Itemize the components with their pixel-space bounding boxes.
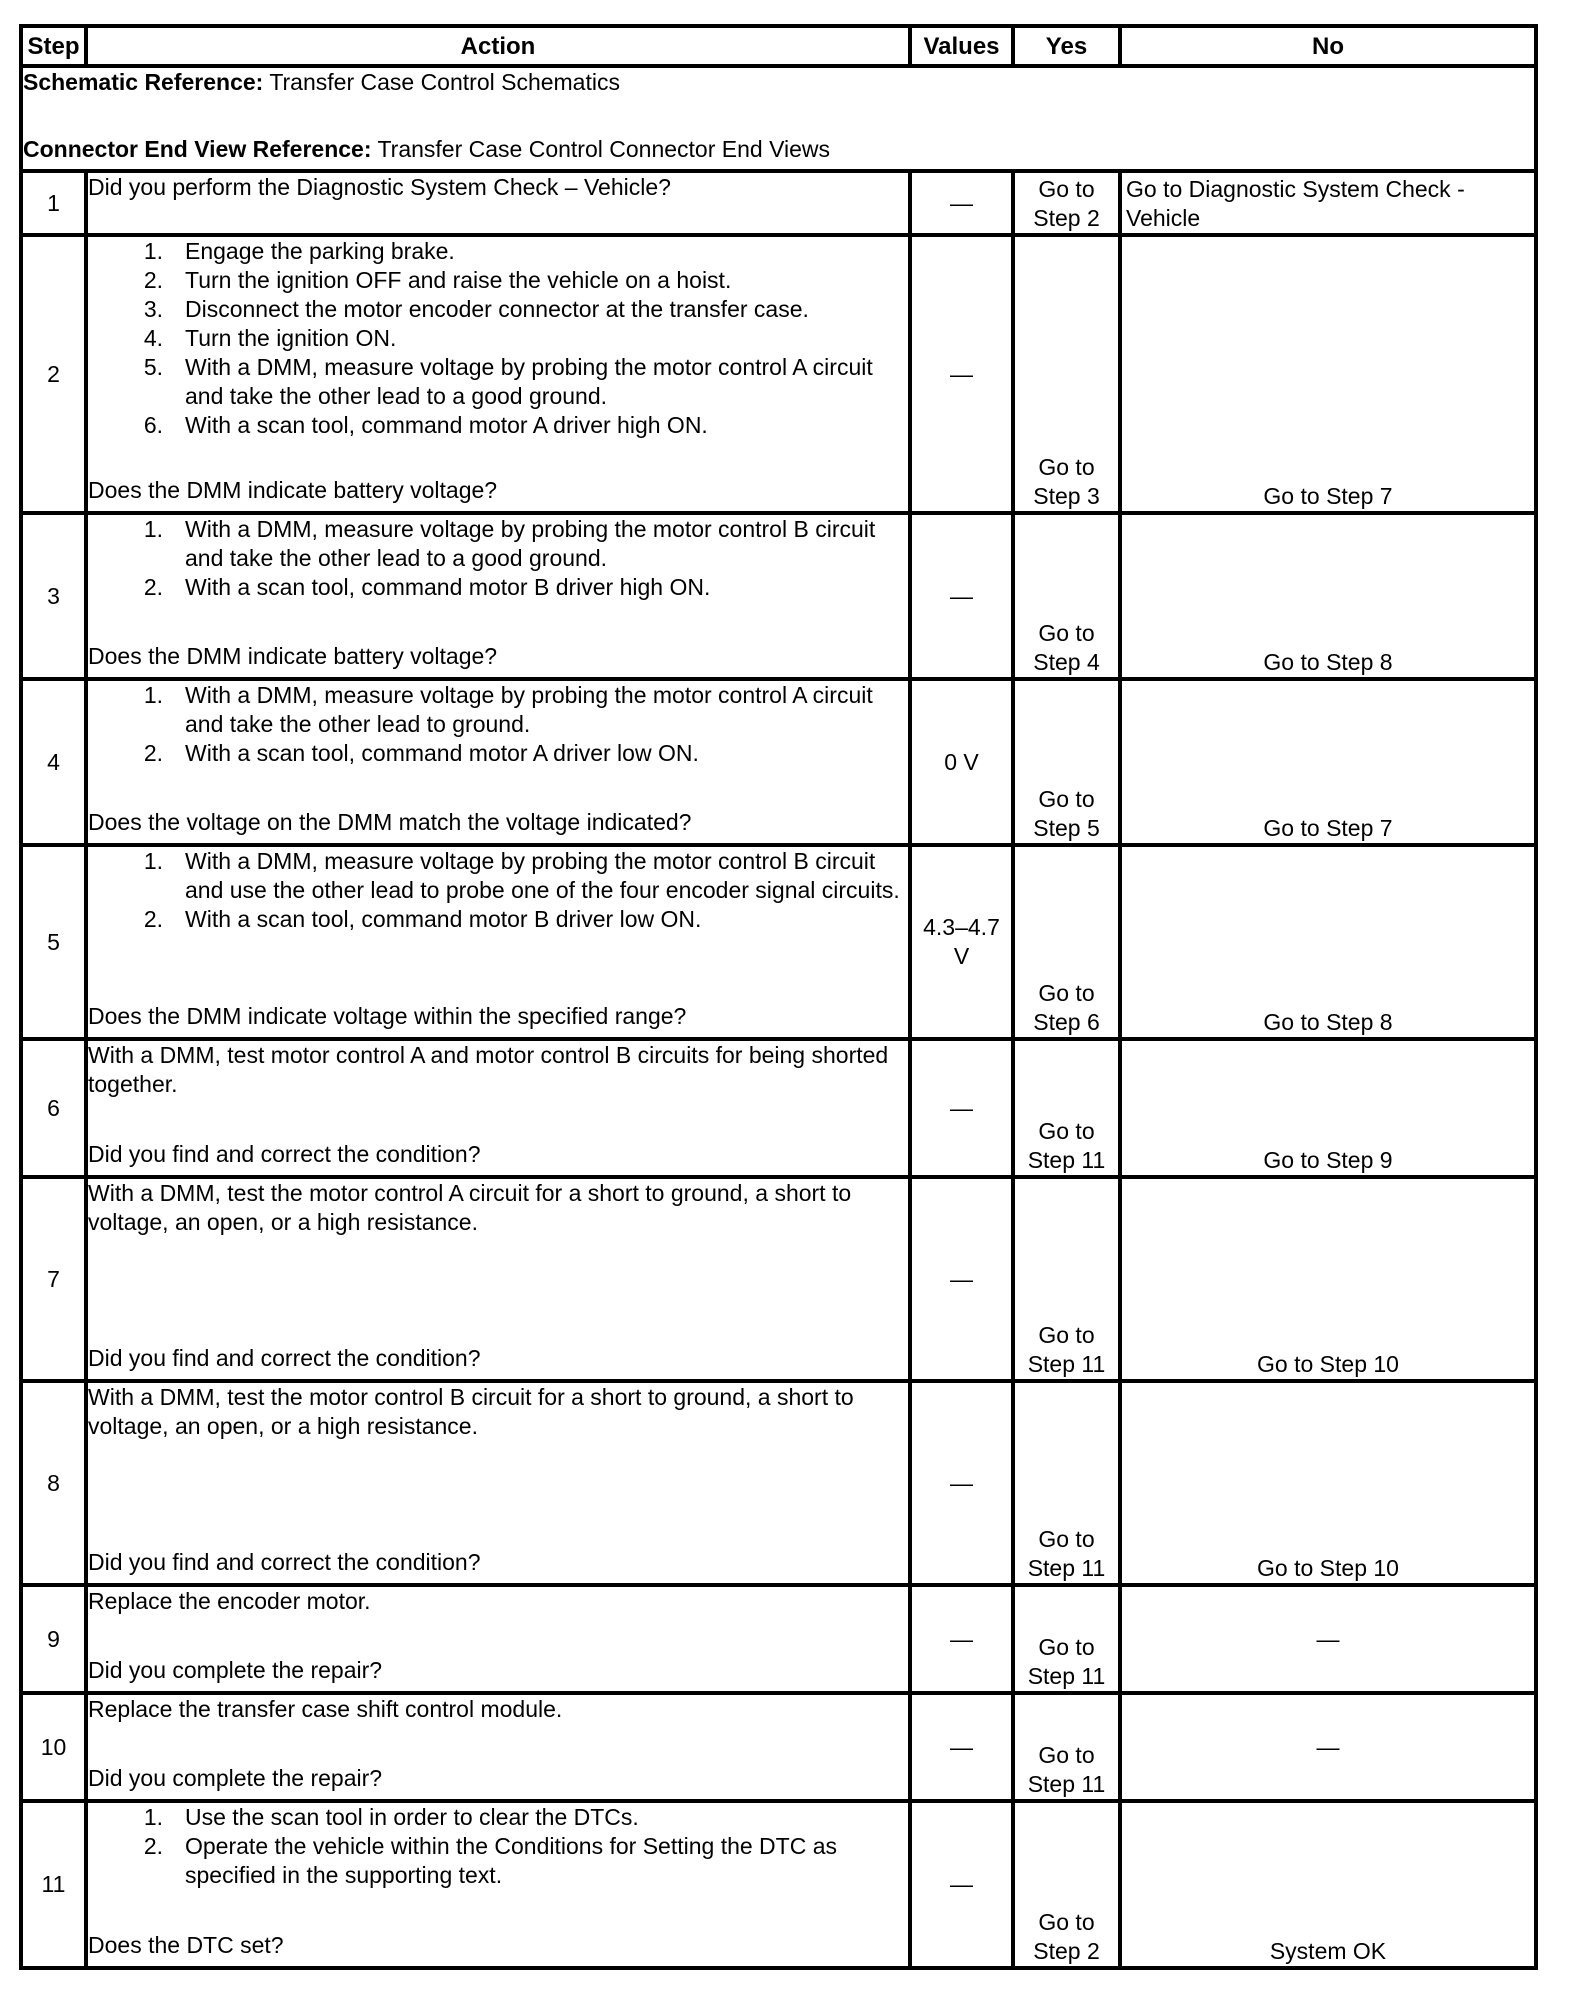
header-no: No (1120, 26, 1536, 66)
action-content (88, 237, 908, 505)
yes-link-text: Go to (1038, 1634, 1095, 1660)
action-content (88, 1695, 908, 1793)
schematic-reference-link[interactable]: Transfer Case Control Schematics (263, 69, 620, 95)
action-instructions (88, 1179, 908, 1237)
instruction-list (88, 847, 908, 934)
action-paragraph: With a DMM, test motor control A and motor control B circuits for being shorted together. (88, 1042, 889, 1097)
step-number: 11 (21, 1801, 86, 1968)
instruction-text: With a DMM, measure voltage by probing the motor control B circuit and take the other lead to a good ground. (185, 516, 876, 571)
instruction-number: 1. (143, 516, 163, 542)
action-instructions (88, 1041, 908, 1099)
instruction-item (88, 353, 908, 411)
action-question: Did you complete the repair? (88, 1657, 383, 1683)
instruction-item (88, 515, 908, 573)
value-cell: — (910, 1585, 1013, 1693)
action-paragraph: Did you perform the Diagnostic System Check – Vehicle? (88, 174, 671, 200)
reference-row (21, 66, 1536, 171)
value-cell: 0 V (910, 679, 1013, 845)
header-yes: Yes (1013, 26, 1120, 66)
action-content (88, 1803, 908, 1960)
action-content (88, 1179, 908, 1373)
no-cell[interactable]: Go to Step 10 (1120, 1177, 1536, 1381)
yes-cell[interactable] (1013, 679, 1120, 845)
yes-link-text: Go to (1038, 786, 1095, 812)
instruction-number: 1. (143, 682, 163, 708)
instruction-item (88, 411, 908, 440)
step-number: 10 (21, 1693, 86, 1801)
action-question: Did you find and correct the condition? (88, 1345, 481, 1371)
action-paragraph: Replace the transfer case shift control module. (88, 1696, 563, 1722)
action-question: Does the DMM indicate voltage within the specified range? (88, 1003, 687, 1029)
instruction-number: 2. (143, 574, 163, 600)
action-cell (86, 1801, 910, 1968)
instruction-text: With a DMM, measure voltage by probing the motor control A circuit and take the other lead to a good ground. (185, 354, 873, 409)
step-row (21, 1039, 1536, 1177)
yes-link-text: Go to (1038, 1742, 1095, 1768)
value-cell: — (910, 171, 1013, 235)
action-paragraph: With a DMM, test the motor control B circuit for a short to ground, a short to voltage, an open, or a high resistance. (88, 1384, 854, 1439)
value-cell: — (910, 513, 1013, 679)
instruction-list (88, 681, 908, 768)
action-paragraph: Replace the encoder motor. (88, 1588, 371, 1614)
instruction-item (88, 1832, 908, 1890)
step-row (21, 1801, 1536, 1968)
schematic-reference-label: Schematic Reference: (23, 69, 264, 95)
instruction-number: 2. (143, 267, 163, 293)
yes-link-text: Go to (1038, 620, 1095, 646)
step-number: 9 (21, 1585, 86, 1693)
action-cell (86, 845, 910, 1039)
no-cell: — (1120, 1693, 1536, 1801)
action-instructions (88, 1803, 908, 1890)
instruction-text: With a scan tool, command motor B driver high ON. (185, 574, 711, 600)
step-row (21, 1693, 1536, 1801)
yes-link-text: Step 6 (1033, 1009, 1100, 1035)
yes-link-text: Go to (1038, 1526, 1095, 1552)
action-instructions (88, 173, 908, 202)
instruction-item (88, 573, 908, 602)
action-content (88, 1041, 908, 1169)
no-cell[interactable]: Go to Step 8 (1120, 513, 1536, 679)
yes-link-text: Go to (1038, 980, 1095, 1006)
yes-cell[interactable] (1013, 1801, 1120, 1968)
connector-reference-label: Connector End View Reference: (23, 136, 372, 162)
yes-cell[interactable] (1013, 171, 1120, 235)
instruction-item (88, 1803, 908, 1832)
value-cell: — (910, 235, 1013, 513)
action-content (88, 1587, 908, 1685)
yes-link-text: Step 4 (1033, 649, 1100, 675)
step-number: 1 (21, 171, 86, 235)
no-cell: — (1120, 1585, 1536, 1693)
instruction-text: Use the scan tool in order to clear the DTCs. (185, 1804, 639, 1830)
instruction-list (88, 237, 908, 440)
yes-link-text: Step 3 (1033, 483, 1100, 509)
yes-link-text: Step 5 (1033, 815, 1100, 841)
yes-link-text: Go to (1038, 176, 1095, 202)
action-content (88, 515, 908, 671)
step-number: 7 (21, 1177, 86, 1381)
diagnostic-table (19, 24, 1538, 1970)
yes-cell[interactable] (1013, 1585, 1120, 1693)
action-question: Does the voltage on the DMM match the voltage indicated? (88, 809, 692, 835)
instruction-text: With a scan tool, command motor A driver low ON. (185, 740, 699, 766)
yes-cell[interactable] (1013, 1039, 1120, 1177)
yes-link-text: Step 11 (1027, 1771, 1106, 1797)
connector-reference-link[interactable]: Transfer Case Control Connector End Views (371, 136, 831, 162)
instruction-text: Operate the vehicle within the Conditions for Setting the DTC as specified in the supporting text. (185, 1833, 838, 1888)
step-number: 4 (21, 679, 86, 845)
instruction-item (88, 847, 908, 905)
value-cell: — (910, 1801, 1013, 1968)
action-instructions (88, 1383, 908, 1441)
yes-link-text: Go to (1038, 454, 1095, 480)
header-step: Step (21, 26, 86, 66)
reference-cell (21, 66, 1536, 171)
action-cell (86, 1177, 910, 1381)
instruction-item (88, 237, 908, 266)
yes-link-text: Step 11 (1027, 1351, 1106, 1377)
yes-cell[interactable] (1013, 235, 1120, 513)
yes-link-text: Go to (1038, 1909, 1095, 1935)
yes-cell[interactable] (1013, 1693, 1120, 1801)
header-values: Values (910, 26, 1013, 66)
step-row (21, 1585, 1536, 1693)
no-cell[interactable]: Go to Step 8 (1120, 845, 1536, 1039)
action-question: Did you find and correct the condition? (88, 1549, 481, 1575)
action-cell (86, 679, 910, 845)
action-question: Does the DMM indicate battery voltage? (88, 477, 498, 503)
yes-link-text: Go to (1038, 1118, 1095, 1144)
action-cell (86, 513, 910, 679)
instruction-text: With a DMM, measure voltage by probing the motor control A circuit and take the other lead to ground. (185, 682, 873, 737)
instruction-number: 1. (143, 1804, 163, 1830)
instruction-item (88, 739, 908, 768)
yes-cell[interactable] (1013, 1381, 1120, 1585)
yes-link-text: Step 11 (1027, 1555, 1106, 1581)
action-instructions (88, 1695, 908, 1724)
step-row (21, 513, 1536, 679)
instruction-number: 2. (143, 1833, 163, 1859)
action-instructions (88, 515, 908, 602)
instruction-text: Turn the ignition OFF and raise the vehicle on a hoist. (185, 267, 732, 293)
no-cell[interactable]: System OK (1120, 1801, 1536, 1968)
instruction-number: 3. (143, 296, 163, 322)
no-cell[interactable]: Go to Step 7 (1120, 679, 1536, 845)
step-row (21, 845, 1536, 1039)
value-cell: — (910, 1381, 1013, 1585)
action-cell (86, 1039, 910, 1177)
yes-link-text: Step 11 (1027, 1663, 1106, 1689)
yes-link-text: Step 2 (1033, 205, 1100, 231)
instruction-number: 1. (143, 848, 163, 874)
yes-cell[interactable] (1013, 1177, 1120, 1381)
step-row (21, 679, 1536, 845)
instruction-item (88, 905, 908, 934)
instruction-number: 5. (143, 354, 163, 380)
action-cell (86, 171, 910, 235)
action-content (88, 847, 908, 1031)
step-number: 5 (21, 845, 86, 1039)
instruction-list (88, 1803, 908, 1890)
action-content (88, 681, 908, 837)
yes-cell[interactable] (1013, 845, 1120, 1039)
no-cell[interactable]: Go to Diagnostic System Check - Vehicle (1120, 171, 1536, 235)
value-cell: — (910, 1039, 1013, 1177)
action-question: Does the DTC set? (88, 1932, 284, 1958)
instruction-item (88, 266, 908, 295)
action-cell (86, 1693, 910, 1801)
instruction-number: 1. (143, 238, 163, 264)
schematic-reference (23, 68, 1534, 97)
action-instructions (88, 681, 908, 768)
action-cell (86, 1381, 910, 1585)
action-cell (86, 235, 910, 513)
no-cell[interactable]: Go to Step 9 (1120, 1039, 1536, 1177)
connector-reference (23, 135, 1534, 164)
action-content (88, 1383, 908, 1577)
instruction-text: Engage the parking brake. (185, 238, 455, 264)
action-question: Does the DMM indicate battery voltage? (88, 643, 498, 669)
step-row (21, 171, 1536, 235)
value-cell: 4.3–4.7 V (910, 845, 1013, 1039)
action-instructions (88, 237, 908, 440)
action-instructions (88, 1587, 908, 1616)
instruction-text: Disconnect the motor encoder connector at the transfer case. (185, 296, 809, 322)
action-question: Did you complete the repair? (88, 1765, 383, 1791)
step-number: 8 (21, 1381, 86, 1585)
action-question: Did you find and correct the condition? (88, 1141, 481, 1167)
action-paragraph: With a DMM, test the motor control A circuit for a short to ground, a short to voltage, an open, or a high resistance. (88, 1180, 852, 1235)
action-instructions (88, 847, 908, 934)
value-cell: — (910, 1693, 1013, 1801)
step-row (21, 1177, 1536, 1381)
yes-link-text: Go to (1038, 1322, 1095, 1348)
instruction-number: 2. (143, 740, 163, 766)
instruction-text: Turn the ignition ON. (185, 325, 397, 351)
step-number: 2 (21, 235, 86, 513)
instruction-item (88, 295, 908, 324)
no-cell[interactable]: Go to Step 10 (1120, 1381, 1536, 1585)
instruction-text: With a scan tool, command motor B driver low ON. (185, 906, 702, 932)
step-row (21, 1381, 1536, 1585)
action-cell (86, 1585, 910, 1693)
header-action: Action (86, 26, 910, 66)
yes-link-text: Step 2 (1033, 1938, 1100, 1964)
step-number: 3 (21, 513, 86, 679)
instruction-text: With a scan tool, command motor A driver high ON. (185, 412, 708, 438)
header-row (21, 26, 1536, 66)
instruction-item (88, 324, 908, 353)
value-cell: — (910, 1177, 1013, 1381)
action-content (88, 173, 908, 227)
instruction-number: 4. (143, 325, 163, 351)
no-cell[interactable]: Go to Step 7 (1120, 235, 1536, 513)
instruction-text: With a DMM, measure voltage by probing the motor control B circuit and use the other lead to probe one of the four encoder signal circuits. (185, 848, 900, 903)
instruction-list (88, 515, 908, 602)
instruction-item (88, 681, 908, 739)
instruction-number: 2. (143, 906, 163, 932)
step-row (21, 235, 1536, 513)
step-number: 6 (21, 1039, 86, 1177)
yes-cell[interactable] (1013, 513, 1120, 679)
instruction-number: 6. (143, 412, 163, 438)
yes-link-text: Step 11 (1027, 1147, 1106, 1173)
